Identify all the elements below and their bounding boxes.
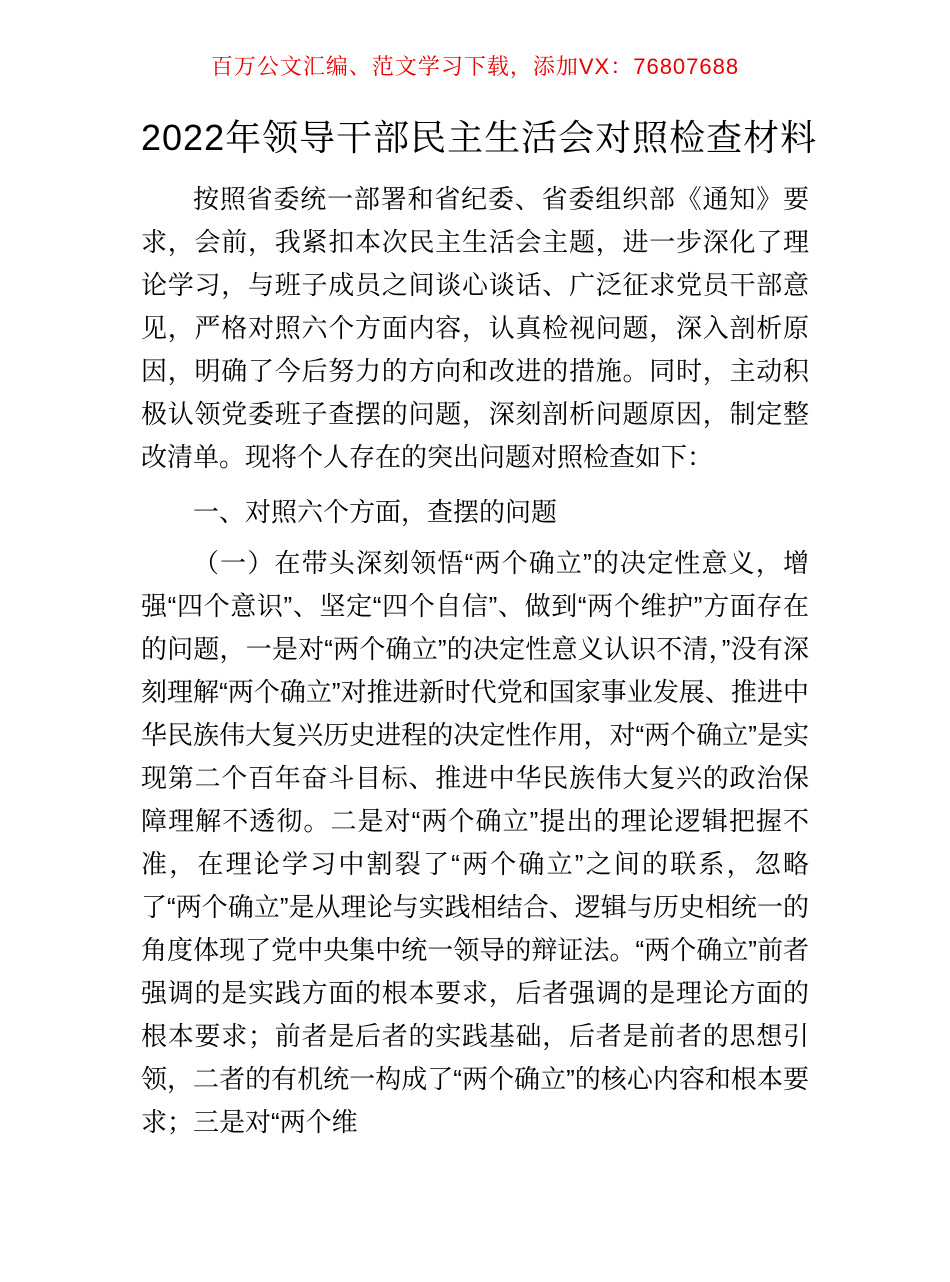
- header-promo-notice: 百万公文汇编、范文学习下载，添加VX：76807688: [210, 54, 740, 79]
- paragraph-intro: 按照省委统一部署和省纪委、省委组织部《通知》要求，会前，我紧扣本次民主生活会主题，进一步深化了理论学习，与班子成员之间谈心谈话、广泛征求党员干部意见，严格对照六个方面内容，认真检视问题，深入剖析原因，明确了今后努力的方向和改进的措施。同时，主动积极认领党委班子查摆的问题，深刻剖析问题原因，制定整改清单。现将个人存在的突出问题对照检查如下：: [141, 184, 809, 472]
- paragraph-section-one-item-one: （一）在带头深刻领悟“两个确立”的决定性意义，增强“四个意识”、坚定“四个自信”、做到“两个维护”方面存在的问题，一是对“两个确立”的决定性意义认识不清，”没有深刻理解“两个确立”对推进新时代党和国家事业发展、推进中华民族伟大复兴历史进程的决定性作用，对“两个确立”是实现第二个百年奋斗目标、推进中华民族伟大复兴的政治保障理解不透彻。二是对“两个确立”提出的理论逻辑把握不准，在理论学习中割裂了“两个确立”之间的联系，忽略了“两个确立”是从理论与实践相结合、逻辑与历史相统一的角度体现了党中央集中统一领导的辩证法。“两个确立”前者强调的是实践方面的根本要求，后者强调的是理论方面的根本要求；前者是后者的实践基础，后者是前者的思想引领，二者的有机统一构成了“两个确立”的核心内容和根本要求；三是对“两个维: [141, 548, 809, 1137]
- document-title: 2022年领导干部民主生活会对照检查材料: [141, 117, 818, 158]
- document-page: [141, 52, 818, 1144]
- section-heading-one: 一、对照六个方面，查摆的问题: [193, 497, 558, 527]
